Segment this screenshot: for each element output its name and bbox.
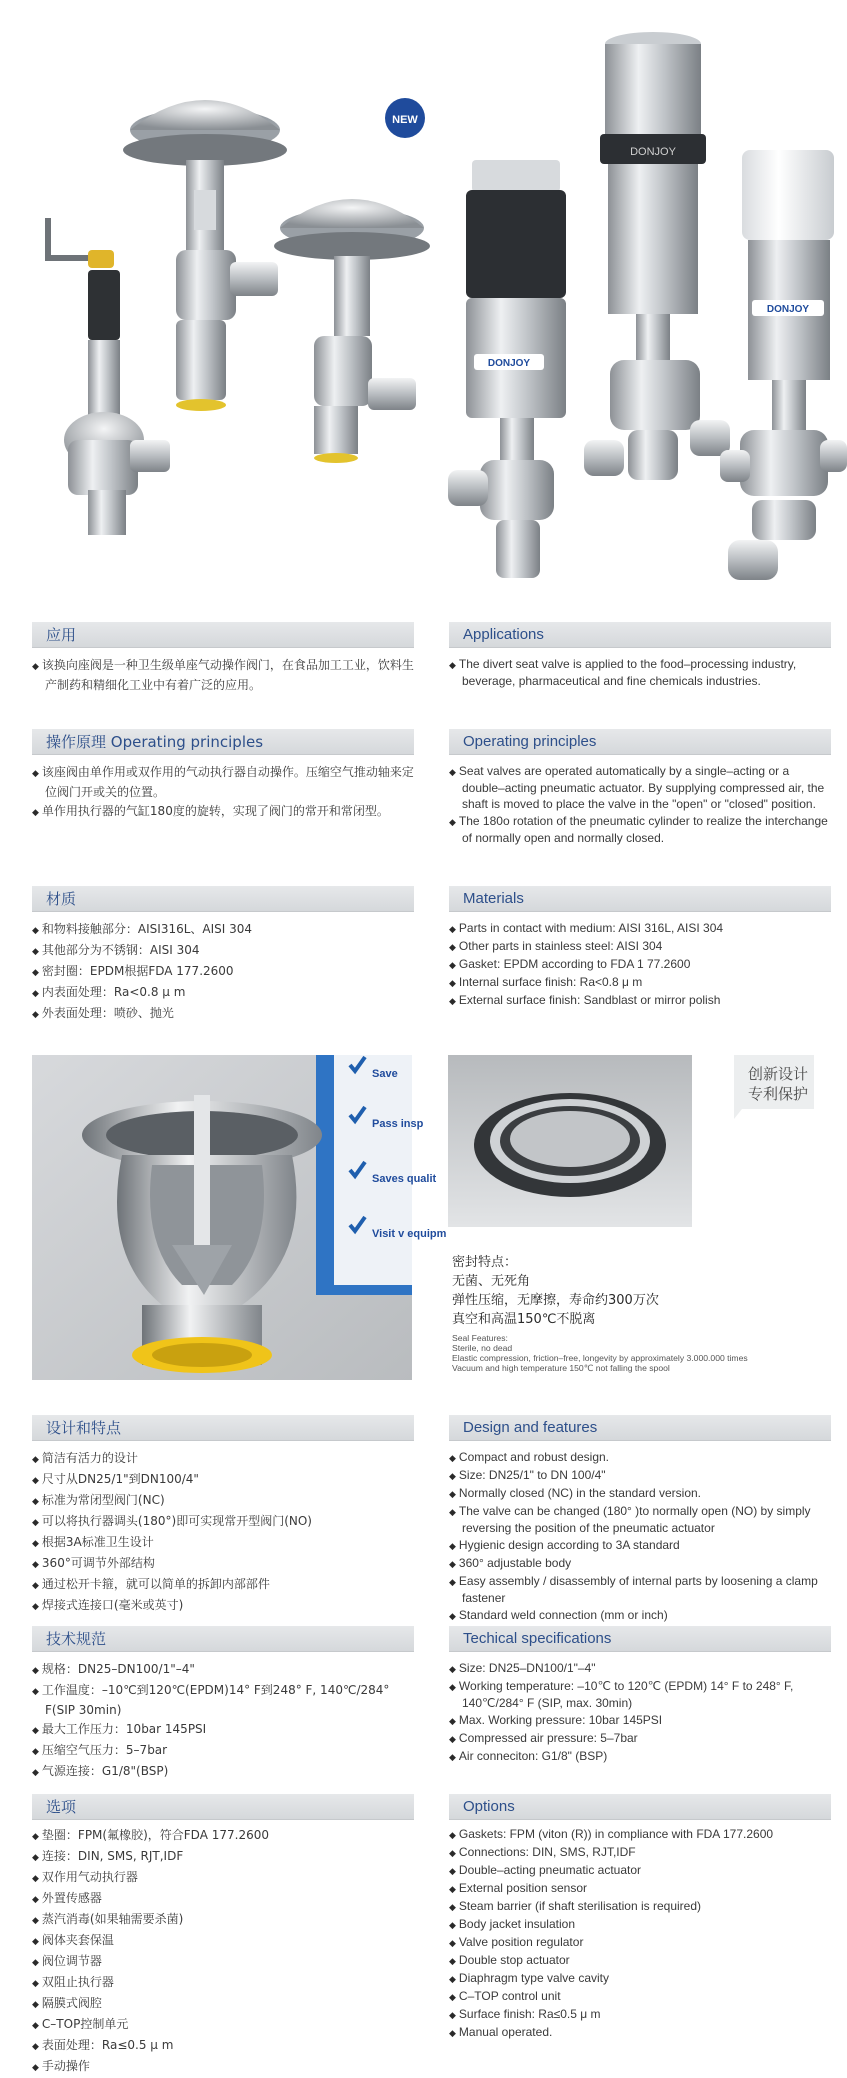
list-item: ◆ Max. Working pressure: 10bar 145PSI	[449, 1712, 831, 1729]
principles-en-section	[449, 729, 831, 847]
list-item: ◆ 垫圈：FPM(氟橡胶)，符合FDA 177.2600	[32, 1826, 414, 1846]
svg-text:Save: Save	[372, 1068, 398, 1080]
list-item: ◆ 双阻止执行器	[32, 1973, 414, 1993]
svg-text:NEW: NEW	[392, 114, 418, 126]
list-item: ◆ Internal surface finish: Ra<0.8 μ m	[449, 974, 831, 991]
list-item: ◆ Surface finish: Ra≤0.5 μ m	[449, 2006, 831, 2023]
bullet-list	[32, 656, 414, 694]
list-item: ◆ 蒸汽消毒(如果轴需要杀菌)	[32, 1910, 414, 1930]
bullet-list	[449, 1449, 831, 1624]
seal-ring-photo	[448, 1055, 692, 1227]
list-item: ◆ 密封圈：EPDM根据FDA 177.2600	[32, 962, 414, 982]
bullet-list	[449, 763, 831, 846]
bullet-list	[32, 763, 414, 822]
bullet-list	[449, 920, 831, 1009]
list-item: ◆ C–TOP控制单元	[32, 2015, 414, 2035]
options-cn-section	[32, 1794, 414, 2078]
list-item: ◆ 双作用气动执行器	[32, 1868, 414, 1888]
applications-en-section	[449, 622, 831, 690]
section-title: Options	[449, 1794, 831, 1820]
design-cn-section	[32, 1415, 414, 1617]
list-item: ◆ 单作用执行器的气缸180度的旋转，实现了阀门的常开和常闭型。	[32, 802, 414, 822]
principles-cn-section	[32, 729, 414, 823]
list-item: ◆ The divert seat valve is applied to the food–processing industry, beverage, pharmaceutical and fine chemicals industries.	[449, 656, 831, 689]
options-en-section	[449, 1794, 831, 2042]
text-line: Elastic compression, friction–free, longevity by approximately 3.000.000 times	[452, 1353, 748, 1363]
list-item: ◆ The valve can be changed (180° )to normally open (NO) by simply reversing the position of the pneumatic actuator	[449, 1503, 831, 1536]
bullet-list	[449, 1660, 831, 1765]
list-item: ◆ Connections: DIN, SMS, RJT,IDF	[449, 1844, 831, 1861]
list-item: ◆ 外表面处理：喷砂、抛光	[32, 1004, 414, 1024]
list-item: ◆ External position sensor	[449, 1880, 831, 1897]
list-item: ◆ 隔膜式阀腔	[32, 1994, 414, 2014]
list-item: ◆ Steam barrier (if shaft sterilisation is required)	[449, 1898, 831, 1915]
section-title: 设计和特点	[32, 1415, 414, 1441]
list-item: ◆ Standard weld connection (mm or inch)	[449, 1607, 831, 1624]
list-item: ◆ Diaphragm type valve cavity	[449, 1970, 831, 1987]
list-item: ◆ 阀位调节器	[32, 1952, 414, 1972]
manual-valve-illustration	[48, 218, 170, 535]
list-item: ◆ Parts in contact with medium: AISI 316L, AISI 304	[449, 920, 831, 937]
svg-text:Pass insp: Pass insp	[372, 1118, 424, 1130]
list-item: ◆ 最大工作压力：10bar 145PSI	[32, 1720, 414, 1740]
materials-cn-section	[32, 886, 414, 1025]
seal-features-text	[452, 1253, 832, 1373]
list-item: ◆ 工作温度：–10℃到120℃(EPDM)14° F到248° F, 140℃/284° F(SIP 30min)	[32, 1681, 414, 1719]
list-item: ◆ Gasket: EPDM according to FDA 1 77.2600	[449, 956, 831, 973]
list-item: ◆ 尺寸从DN25/1"到DN100/4"	[32, 1470, 414, 1490]
bullet-list	[32, 920, 414, 1024]
list-item: ◆ External surface finish: Sandblast or mirror polish	[449, 992, 831, 1009]
list-item: ◆ Compact and robust design.	[449, 1449, 831, 1466]
svg-text:Saves qualit: Saves qualit	[372, 1173, 437, 1185]
patent-protection-label	[734, 1055, 814, 1119]
text-line: 无菌、无死角	[452, 1274, 531, 1289]
text-line: 密封特点：	[452, 1255, 518, 1270]
valve-product-lineup-image	[0, 0, 847, 600]
svg-text:DONJOY: DONJOY	[630, 146, 676, 158]
list-item: ◆ 简洁有活力的设计	[32, 1449, 414, 1469]
bullet-list	[32, 1826, 414, 2077]
section-title: 应用	[32, 622, 414, 648]
text-line: 弹性压缩，无摩擦，寿命约300万次	[452, 1293, 659, 1308]
list-item: ◆ 气源连接：G1/8"(BSP)	[32, 1762, 414, 1782]
list-item: ◆ Normally closed (NC) in the standard version.	[449, 1485, 831, 1502]
list-item: ◆ Double stop actuator	[449, 1952, 831, 1969]
list-item: ◆ Size: DN25/1" to DN 100/4"	[449, 1467, 831, 1484]
bullet-list	[449, 1826, 831, 2041]
list-item: ◆ 根据3A标准卫生设计	[32, 1533, 414, 1553]
pneumatic-valve-illustration-3	[720, 150, 847, 580]
section-title: 选项	[32, 1794, 414, 1820]
section-title: Applications	[449, 622, 831, 648]
list-item: ◆ 压缩空气压力：5–7bar	[32, 1741, 414, 1761]
list-item: ◆ 规格：DN25–DN100/1"–4"	[32, 1660, 414, 1680]
list-item: ◆ 该座阀由单作用或双作用的气动执行器自动操作。压缩空气推动轴来定位阀门开或关的位置。	[32, 763, 414, 801]
list-item: ◆ 表面处理：Ra≤0.5 μ m	[32, 2036, 414, 2056]
list-item: ◆ C–TOP control unit	[449, 1988, 831, 2005]
section-title: 技术规范	[32, 1626, 414, 1652]
list-item: ◆ Hygienic design according to 3A standard	[449, 1537, 831, 1554]
bullet-list	[32, 1449, 414, 1616]
specs-en-section	[449, 1626, 831, 1766]
seal-features-cn	[452, 1253, 832, 1329]
list-item: ◆ Body jacket insulation	[449, 1916, 831, 1933]
list-item: ◆ 360° adjustable body	[449, 1555, 831, 1572]
pneumatic-valve-illustration-2	[584, 32, 730, 480]
list-item: ◆ Other parts in stainless steel: AISI 304	[449, 938, 831, 955]
list-item: ◆ 阀体夹套保温	[32, 1931, 414, 1951]
valve-cutaway-photo	[32, 1055, 447, 1380]
design-en-section	[449, 1415, 831, 1625]
seal-features-en	[452, 1333, 832, 1373]
list-item: ◆ Easy assembly / disassembly of internal parts by loosening a clamp fastener	[449, 1573, 831, 1606]
list-item: ◆ Size: DN25–DN100/1"–4"	[449, 1660, 831, 1677]
patent-line-2: 专利保护	[747, 1085, 808, 1103]
diaphragm-valve-illustration-1	[123, 100, 287, 411]
specs-cn-section	[32, 1626, 414, 1783]
list-item: ◆ 可以将执行器调头(180°)即可实现常开型阀门(NO)	[32, 1512, 414, 1532]
new-badge-icon	[385, 98, 425, 138]
list-item: ◆ 通过松开卡箍，就可以简单的拆卸内部部件	[32, 1575, 414, 1595]
patent-line-1: 创新设计	[747, 1065, 808, 1083]
list-item: ◆ 标准为常闭型阀门(NC)	[32, 1491, 414, 1511]
applications-cn-section	[32, 622, 414, 695]
bullet-list	[32, 1660, 414, 1782]
diaphragm-valve-illustration-2	[274, 199, 430, 463]
list-item: ◆ Gaskets: FPM (viton (R)) in compliance with FDA 177.2600	[449, 1826, 831, 1843]
section-title: Operating principles	[449, 729, 831, 755]
list-item: ◆ 手动操作	[32, 2057, 414, 2077]
list-item: ◆ Manual operated.	[449, 2024, 831, 2041]
text-line: Sterile, no dead	[452, 1343, 513, 1353]
text-line: Seal Features:	[452, 1333, 508, 1343]
list-item: ◆ Seat valves are operated automatically by a single–acting or a double–acting pneumatic actuator. By supplying compressed air, the shaft is moved to place the valve in the "open" or "closed" position.	[449, 763, 831, 812]
list-item: ◆ 360°可调节外部结构	[32, 1554, 414, 1574]
list-item: ◆ The 180o rotation of the pneumatic cylinder to realize the interchange of normally open and normally closed.	[449, 813, 831, 846]
text-line: Vacuum and high temperature 150℃ not falling the spool	[452, 1363, 670, 1373]
text-line: 真空和高温150℃不脱离	[452, 1312, 596, 1327]
section-title: 操作原理 Operating principles	[32, 729, 414, 755]
list-item: ◆ 焊接式连接口(毫米或英寸)	[32, 1596, 414, 1616]
list-item: ◆ 外置传感器	[32, 1889, 414, 1909]
materials-en-section	[449, 886, 831, 1010]
section-title: Materials	[449, 886, 831, 912]
list-item: ◆ Compressed air pressure: 5–7bar	[449, 1730, 831, 1747]
svg-text:DONJOY: DONJOY	[766, 304, 810, 315]
svg-text:Visit v equipm: Visit v equipm	[372, 1228, 447, 1240]
list-item: ◆ 该换向座阀是一种卫生级单座气动操作阀门，在食品加工工业，饮料生产制药和精细化工业中有着广泛的应用。	[32, 656, 414, 694]
list-item: ◆ 内表面处理：Ra<0.8 μ m	[32, 983, 414, 1003]
pneumatic-valve-illustration-1	[448, 160, 566, 578]
section-title: 材质	[32, 886, 414, 912]
list-item: ◆ 和物料接触部分：AISI316L、AISI 304	[32, 920, 414, 940]
list-item: ◆ Double–acting pneumatic actuator	[449, 1862, 831, 1879]
list-item: ◆ Air conneciton: G1/8" (BSP)	[449, 1748, 831, 1765]
list-item: ◆ 连接：DIN, SMS, RJT,IDF	[32, 1847, 414, 1867]
list-item: ◆ Valve position regulator	[449, 1934, 831, 1951]
section-title: Techical specifications	[449, 1626, 831, 1652]
bullet-list	[449, 656, 831, 689]
list-item: ◆ Working temperature: –10℃ to 120℃ (EPDM) 14° F to 248° F, 140℃/284° F (SIP, max. 30min)	[449, 1678, 831, 1711]
svg-text:DONJOY: DONJOY	[487, 358, 531, 369]
list-item: ◆ 其他部分为不锈钢：AISI 304	[32, 941, 414, 961]
section-title: Design and features	[449, 1415, 831, 1441]
